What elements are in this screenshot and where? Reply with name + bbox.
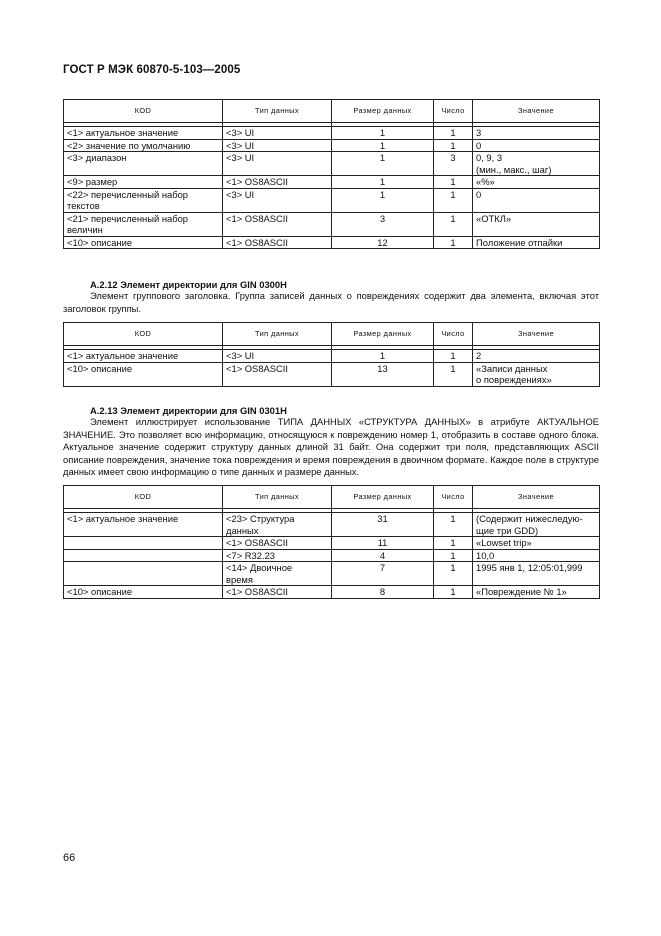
number-cell: 1 [434, 537, 473, 550]
kod-cell: <22> перечисленный набор текстов [64, 188, 223, 212]
table-row [64, 152, 600, 176]
col-header-size: Размер данных [332, 323, 434, 346]
data-size-cell: 12 [332, 236, 434, 249]
number-cell: 1 [434, 236, 473, 249]
kod-cell: <9> размер [64, 176, 223, 189]
col-header-type: Тип данных [223, 100, 332, 123]
data-type-cell: <1> OS8ASCII [223, 212, 332, 236]
gdd-table-2 [63, 322, 600, 387]
number-cell: 1 [434, 586, 473, 599]
data-size-cell: 1 [332, 139, 434, 152]
data-type-cell: <1> OS8ASCII [223, 176, 332, 189]
col-header-kod: КОD [64, 323, 223, 346]
number-cell: 1 [434, 139, 473, 152]
col-header-number: Число [434, 100, 473, 123]
col-header-type: Тип данных [223, 486, 332, 509]
kod-cell [64, 562, 223, 586]
value-cell: «Записи данных о повреждениях» [473, 362, 600, 386]
data-type-cell: <7> R32.23 [223, 549, 332, 562]
col-header-value: Значение [473, 486, 600, 509]
data-type-cell: <1> OS8ASCII [223, 362, 332, 386]
data-size-cell: 8 [332, 586, 434, 599]
kod-cell: <3> диапазон [64, 152, 223, 176]
data-size-cell: 1 [332, 188, 434, 212]
kod-cell [64, 549, 223, 562]
kod-cell: <21> перечисленный набор величин [64, 212, 223, 236]
value-cell: (Содержит нижеследую- щие три GDD) [473, 513, 600, 537]
number-cell: 1 [434, 176, 473, 189]
kod-cell: <1> актуальное значение [64, 513, 223, 537]
table-row [64, 139, 600, 152]
value-cell: «ОТКЛ» [473, 212, 600, 236]
value-cell: «Lowset trip» [473, 537, 600, 550]
page-number: 66 [63, 852, 76, 864]
section-title-a213: А.2.13 Элемент директории для GIN 0301H [90, 405, 287, 416]
value-cell: Положение отпайки [473, 236, 600, 249]
data-size-cell: 4 [332, 549, 434, 562]
number-cell: 1 [434, 350, 473, 363]
table-row [64, 350, 600, 363]
value-cell: 0, 9, 3 (мин., макс., шаг) [473, 152, 600, 176]
value-cell: 1995 янв 1, 12:05:01,999 [473, 562, 600, 586]
col-header-number: Число [434, 486, 473, 509]
table-row [64, 513, 600, 537]
data-size-cell: 31 [332, 513, 434, 537]
number-cell: 1 [434, 562, 473, 586]
table-row [64, 537, 600, 550]
value-cell: 3 [473, 127, 600, 140]
section-title-a212: А.2.12 Элемент директории для GIN 0300H [90, 279, 287, 290]
data-type-cell: <23> Структура данных [223, 513, 332, 537]
data-size-cell: 1 [332, 152, 434, 176]
table-row [64, 362, 600, 386]
col-header-kod: КОD [64, 100, 223, 123]
table-header-row [64, 486, 600, 509]
kod-cell: <10> описание [64, 586, 223, 599]
gdd-table-1 [63, 99, 600, 249]
value-cell: «Повреждение № 1» [473, 586, 600, 599]
page-header: ГОСТ Р МЭК 60870-5-103—2005 [63, 64, 241, 76]
table-header-row [64, 100, 600, 123]
value-cell: 2 [473, 350, 600, 363]
data-type-cell: <14> Двоичное время [223, 562, 332, 586]
data-type-cell: <3> UI [223, 152, 332, 176]
table-row [64, 236, 600, 249]
gdd-table-3 [63, 485, 600, 599]
number-cell: 1 [434, 549, 473, 562]
table-row [64, 127, 600, 140]
col-header-number: Число [434, 323, 473, 346]
col-header-kod: КОD [64, 486, 223, 509]
number-cell: 3 [434, 152, 473, 176]
section-text-a212: Элемент группового заголовка. Группа записей данных о повреждениях содержит два элемента, включая этот заголовок группы. [63, 290, 599, 314]
col-header-size: Размер данных [332, 100, 434, 123]
data-size-cell: 1 [332, 350, 434, 363]
kod-cell: <10> описание [64, 236, 223, 249]
col-header-value: Значение [473, 100, 600, 123]
data-size-cell: 13 [332, 362, 434, 386]
table-row [64, 188, 600, 212]
table-row [64, 549, 600, 562]
kod-cell [64, 537, 223, 550]
data-size-cell: 11 [332, 537, 434, 550]
data-type-cell: <1> OS8ASCII [223, 236, 332, 249]
data-type-cell: <3> UI [223, 350, 332, 363]
section-text-a213: Элемент иллюстрирует использование ТИПА ДАННЫХ «СТРУКТУРА ДАННЫХ» в атрибуте АКТУАЛЬНОЕ ЗНАЧЕНИЕ. Это позволяет всю информацию, относящуюся к повреждению номер 1, отобразить в составе одного блока. Актуальное значение содержит структуру данных длиной 31 байт. Она содержит три поля, представляющих ASCII описание повреждения, значение тока повреждения и время повреждения в двоичном формате. Каждое поле в структуре данных имеет свою информацию о типе данных и размере данных. [63, 416, 599, 478]
col-header-size: Размер данных [332, 486, 434, 509]
data-type-cell: <3> UI [223, 139, 332, 152]
number-cell: 1 [434, 212, 473, 236]
data-type-cell: <1> OS8ASCII [223, 537, 332, 550]
table-row [64, 176, 600, 189]
col-header-type: Тип данных [223, 323, 332, 346]
kod-cell: <1> актуальное значение [64, 127, 223, 140]
table-row [64, 212, 600, 236]
data-type-cell: <3> UI [223, 188, 332, 212]
data-size-cell: 3 [332, 212, 434, 236]
value-cell: 10,0 [473, 549, 600, 562]
data-size-cell: 1 [332, 176, 434, 189]
data-type-cell: <1> OS8ASCII [223, 586, 332, 599]
data-size-cell: 7 [332, 562, 434, 586]
number-cell: 1 [434, 188, 473, 212]
data-type-cell: <3> UI [223, 127, 332, 140]
data-size-cell: 1 [332, 127, 434, 140]
table-header-row [64, 323, 600, 346]
number-cell: 1 [434, 127, 473, 140]
kod-cell: <10> описание [64, 362, 223, 386]
number-cell: 1 [434, 362, 473, 386]
table-row [64, 586, 600, 599]
value-cell: 0 [473, 139, 600, 152]
col-header-value: Значение [473, 323, 600, 346]
kod-cell: <2> значение по умолчанию [64, 139, 223, 152]
table-row [64, 562, 600, 586]
value-cell: 0 [473, 188, 600, 212]
kod-cell: <1> актуальное значение [64, 350, 223, 363]
number-cell: 1 [434, 513, 473, 537]
value-cell: «%» [473, 176, 600, 189]
